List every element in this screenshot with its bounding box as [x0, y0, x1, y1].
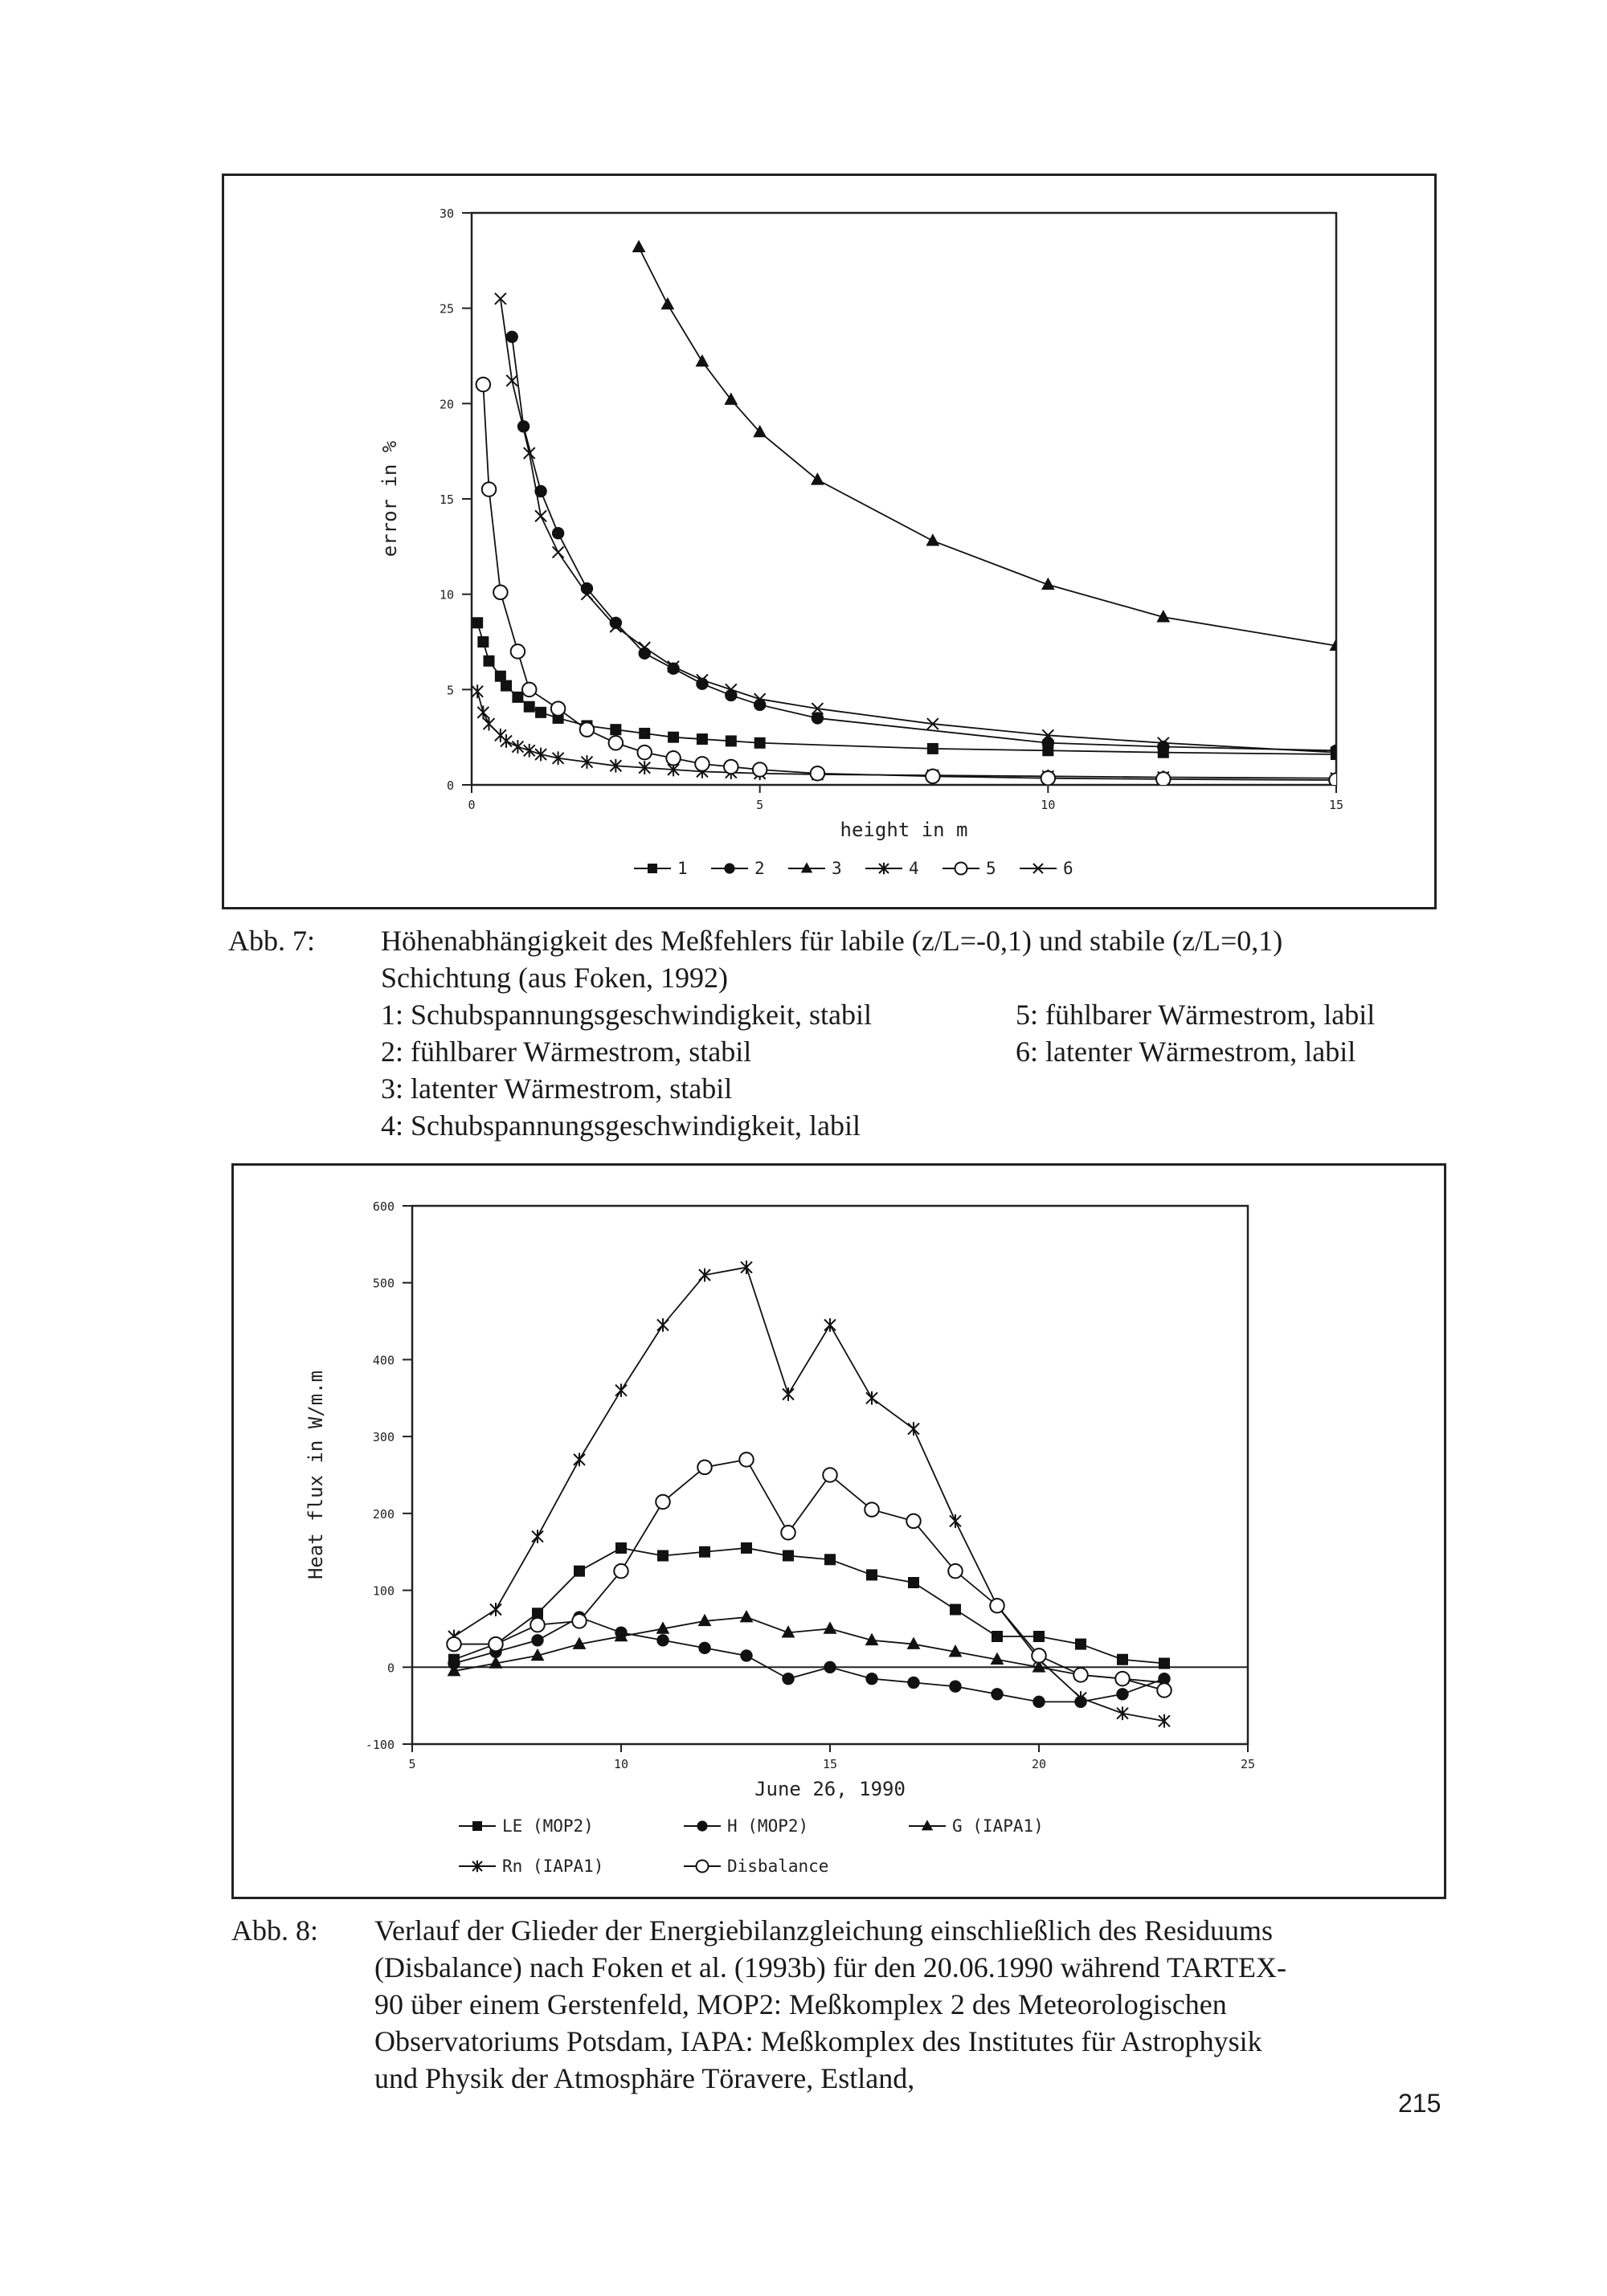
fig7-point-1 — [524, 701, 535, 713]
fig8-point-le-mop2 — [1117, 1654, 1128, 1665]
fig7-ylabel: error in % — [378, 440, 401, 558]
fig7-point-5 — [511, 644, 525, 659]
fig7-series-6 — [495, 293, 1342, 758]
figure-7-frame — [222, 174, 1437, 909]
fig8-point-h-mop2 — [740, 1649, 752, 1661]
fig7-legend-marker — [955, 863, 967, 875]
fig7-legend-marker — [648, 864, 657, 873]
fig7-point-3 — [632, 240, 646, 252]
fig7-point-5 — [695, 757, 709, 771]
fig8-legend-marker — [472, 1821, 482, 1831]
fig8-point-le-mop2 — [699, 1546, 710, 1558]
fig8-legend-marker — [697, 1820, 707, 1831]
fig7-series-1 — [472, 617, 1342, 760]
figure-7-chart — [224, 176, 1434, 907]
fig7-legend-item-1 — [634, 859, 688, 878]
fig7-point-1 — [754, 737, 766, 749]
fig8-point-disbalance — [781, 1526, 795, 1540]
fig7-point-4 — [501, 734, 512, 748]
fig7-point-5 — [811, 766, 825, 781]
fig8-ytick-label: -100 — [365, 1738, 395, 1752]
fig7-point-4 — [535, 748, 546, 762]
figure-7-caption-line2: Schichtung (aus Foken, 1992) — [381, 962, 728, 994]
fig8-point-le-mop2 — [908, 1577, 919, 1588]
fig8-ytick-label: 100 — [372, 1583, 395, 1599]
fig7-point-4 — [472, 684, 483, 698]
fig7-point-5 — [476, 378, 491, 392]
fig7-series-3 — [632, 240, 1343, 651]
fig7-point-3 — [696, 354, 709, 366]
fig8-point-h-mop2 — [1032, 1696, 1045, 1708]
fig7-point-5 — [482, 482, 497, 496]
fig8-legend-label: LE (MOP2) — [502, 1816, 594, 1836]
fig8-line-h-mop2 — [454, 1617, 1164, 1702]
fig7-point-5 — [522, 683, 537, 697]
fig7-line-4 — [477, 692, 1336, 778]
fig8-legend-item-rn-iapa1 — [459, 1857, 603, 1876]
fig8-point-h-mop2 — [656, 1634, 669, 1646]
fig7-point-1 — [726, 735, 737, 746]
fig8-series-rn-iapa1 — [448, 1260, 1170, 1728]
figure-8-label: Abb. 8: — [231, 1914, 318, 1947]
fig8-point-h-mop2 — [907, 1677, 919, 1689]
fig8-point-h-mop2 — [1116, 1688, 1128, 1700]
page-number: 215 — [1398, 2089, 1441, 2118]
fig8-point-le-mop2 — [615, 1542, 627, 1554]
fig8-legend-item-le-mop2 — [459, 1816, 594, 1836]
fig7-point-5 — [1041, 771, 1056, 786]
fig7-point-3 — [926, 533, 939, 545]
fig7-legend-item-4 — [865, 859, 919, 878]
fig8-point-rn-iapa1 — [490, 1603, 501, 1616]
fig8-legend-label: Rn (IAPA1) — [502, 1857, 604, 1876]
fig7-legend-label: 6 — [1063, 859, 1073, 878]
fig8-point-le-mop2 — [1159, 1658, 1170, 1669]
fig7-ytick-label: 5 — [446, 683, 454, 698]
fig7-point-5 — [493, 586, 508, 600]
fig8-point-rn-iapa1 — [908, 1422, 919, 1436]
fig7-point-2 — [552, 527, 564, 539]
fig8-point-disbalance — [739, 1452, 754, 1467]
fig7-point-5 — [580, 722, 595, 737]
fig7-point-1 — [501, 680, 512, 692]
fig8-xlabel: June 26, 1990 — [754, 1778, 906, 1800]
fig7-xtick-label: 0 — [468, 798, 476, 812]
fig8-point-le-mop2 — [741, 1542, 752, 1554]
fig8-point-disbalance — [530, 1618, 545, 1632]
fig8-point-disbalance — [614, 1564, 628, 1579]
fig7-legend-item-2 — [711, 859, 765, 878]
caption-item-6: 6: latenter Wärmestrom, labil — [1016, 1036, 1356, 1068]
fig7-point-1 — [697, 733, 708, 745]
fig8-legend-item-g-iapa1 — [909, 1816, 1044, 1836]
fig7-xtick-label: 5 — [756, 798, 764, 812]
fig8-point-disbalance — [489, 1637, 503, 1651]
fig8-point-rn-iapa1 — [950, 1514, 961, 1528]
fig8-point-le-mop2 — [824, 1554, 836, 1565]
figure-7-caption — [228, 922, 1450, 1163]
fig7-point-2 — [506, 331, 518, 343]
fig7-point-5 — [637, 746, 652, 760]
fig7-series-2 — [506, 331, 1343, 757]
fig8-point-le-mop2 — [657, 1550, 669, 1562]
fig8-legend-label: G (IAPA1) — [952, 1816, 1044, 1836]
caption-item-4: 4: Schubspannungsgeschwindigkeit, labil — [381, 1109, 861, 1142]
fig7-legend-item-5 — [943, 859, 996, 878]
fig8-ytick-label: 400 — [372, 1353, 395, 1368]
fig8-series-disbalance — [447, 1452, 1172, 1697]
fig8-point-h-mop2 — [949, 1681, 961, 1693]
fig7-point-1 — [512, 692, 523, 703]
fig7-line-1 — [477, 623, 1336, 754]
fig8-point-h-mop2 — [824, 1661, 836, 1673]
fig8-series-h-mop2 — [448, 1611, 1170, 1708]
fig8-point-le-mop2 — [783, 1550, 794, 1562]
fig8-point-le-mop2 — [574, 1566, 585, 1577]
fig7-point-5 — [1156, 772, 1171, 786]
fig7-point-1 — [477, 636, 489, 648]
caption-item-1: 1: Schubspannungsgeschwindigkeit, stabil — [381, 999, 872, 1031]
fig8-point-disbalance — [1115, 1672, 1130, 1686]
fig7-point-1 — [639, 728, 650, 739]
fig8-point-rn-iapa1 — [532, 1530, 543, 1543]
fig8-point-le-mop2 — [1033, 1631, 1045, 1642]
fig8-point-disbalance — [865, 1502, 879, 1517]
fig7-ytick-label: 0 — [446, 778, 454, 793]
fig7-series-5 — [476, 378, 1343, 787]
fig7-point-1 — [610, 724, 621, 735]
figure-8-chart — [234, 1166, 1444, 1897]
fig8-point-rn-iapa1 — [657, 1318, 669, 1332]
fig7-ytick-label: 30 — [439, 206, 454, 221]
fig7-point-1 — [484, 656, 495, 667]
fig7-line-3 — [639, 247, 1336, 646]
figure-8-frame — [231, 1163, 1446, 1899]
fig8-legend-item-h-mop2 — [684, 1816, 808, 1836]
fig7-point-3 — [660, 297, 674, 309]
fig8-legend-label: Disbalance — [727, 1857, 829, 1876]
figure-8-caption-line3: 90 über einem Gerstenfeld, MOP2: Meßkomplex 2 des Meteorologischen — [374, 1988, 1227, 2020]
fig7-point-5 — [666, 751, 681, 766]
fig8-point-le-mop2 — [1075, 1639, 1086, 1650]
fig7-point-2 — [1330, 745, 1342, 757]
fig8-point-disbalance — [906, 1514, 921, 1529]
fig8-point-h-mop2 — [531, 1634, 543, 1646]
caption-item-5: 5: fühlbarer Wärmestrom, labil — [1016, 999, 1376, 1031]
fig7-plot-area — [472, 213, 1336, 785]
fig8-ytick-label: 600 — [372, 1199, 395, 1214]
fig8-point-disbalance — [948, 1564, 963, 1579]
fig8-line-rn-iapa1 — [454, 1268, 1164, 1722]
fig7-point-5 — [926, 770, 940, 784]
fig8-legend-item-disbalance — [684, 1857, 828, 1876]
figure-8-caption-line5: und Physik der Atmosphäre Töravere, Estland, — [374, 2062, 915, 2094]
caption-item-3: 3: latenter Wärmestrom, stabil — [381, 1072, 733, 1105]
fig7-legend-label: 1 — [677, 859, 688, 878]
fig7-xlabel: height in m — [840, 819, 968, 841]
fig8-series-g-iapa1 — [448, 1610, 1172, 1688]
fig8-point-le-mop2 — [866, 1569, 877, 1580]
fig7-ytick-label: 20 — [439, 397, 454, 412]
fig7-legend-marker — [801, 862, 812, 872]
fig7-point-5 — [753, 762, 767, 777]
fig8-xtick-label: 25 — [1240, 1757, 1256, 1771]
fig7-ytick-label: 25 — [439, 301, 454, 317]
fig7-point-2 — [639, 648, 651, 660]
fig7-point-4 — [484, 717, 495, 731]
fig8-legend-label: H (MOP2) — [727, 1816, 809, 1836]
fig8-xtick-label: 5 — [408, 1757, 416, 1771]
fig8-point-h-mop2 — [782, 1673, 794, 1685]
fig7-legend-label: 4 — [909, 859, 919, 878]
fig8-point-disbalance — [990, 1599, 1004, 1613]
fig8-point-rn-iapa1 — [866, 1391, 877, 1405]
figure-7-caption-line1: Höhenabhängigkeit des Meßfehlers für labile (z/L=-0,1) und stabile (z/L=0,1) — [381, 925, 1283, 957]
fig8-point-disbalance — [1157, 1683, 1172, 1697]
fig8-point-h-mop2 — [865, 1673, 877, 1685]
fig8-point-g-iapa1 — [740, 1610, 754, 1622]
fig7-line-6 — [501, 299, 1336, 753]
fig8-point-g-iapa1 — [824, 1621, 837, 1633]
fig8-point-h-mop2 — [991, 1688, 1003, 1700]
fig7-point-1 — [472, 617, 483, 628]
figure-8-caption-line4: Observatoriums Potsdam, IAPA: Meßkomplex des Institutes für Astrophysik — [374, 2025, 1262, 2057]
fig8-point-h-mop2 — [698, 1642, 710, 1654]
fig8-line-le-mop2 — [454, 1548, 1164, 1664]
fig7-point-6 — [553, 546, 564, 558]
fig8-xtick-label: 15 — [822, 1757, 838, 1771]
fig7-xtick-label: 10 — [1041, 798, 1056, 812]
fig8-point-le-mop2 — [992, 1631, 1003, 1642]
fig8-point-disbalance — [823, 1468, 837, 1482]
fig7-point-5 — [551, 701, 566, 716]
fig7-point-3 — [811, 472, 824, 484]
fig7-legend-item-6 — [1020, 859, 1073, 878]
fig8-xtick-label: 20 — [1031, 1757, 1047, 1771]
fig8-point-disbalance — [572, 1614, 587, 1628]
fig7-point-1 — [668, 732, 679, 743]
fig7-ytick-label: 10 — [439, 587, 454, 603]
fig8-ytick-label: 200 — [372, 1506, 395, 1522]
fig7-point-5 — [609, 736, 624, 750]
fig7-point-5 — [724, 760, 738, 774]
fig8-point-rn-iapa1 — [574, 1452, 585, 1466]
fig7-point-1 — [927, 743, 938, 754]
fig8-xtick-label: 10 — [613, 1757, 629, 1771]
fig7-line-2 — [512, 337, 1336, 750]
fig7-legend-label: 3 — [832, 859, 842, 878]
fig7-legend-label: 2 — [754, 859, 765, 878]
figure-8-caption-line2: (Disbalance) nach Foken et al. (1993b) für den 20.06.1990 während TARTEX- — [374, 1951, 1286, 1983]
fig7-point-4 — [524, 744, 535, 758]
fig8-point-rn-iapa1 — [615, 1383, 627, 1397]
fig8-point-rn-iapa1 — [783, 1387, 794, 1401]
fig7-ytick-label: 15 — [439, 492, 454, 507]
caption-item-2: 2: fühlbarer Wärmestrom, stabil — [381, 1036, 752, 1068]
fig8-ytick-label: 500 — [372, 1276, 395, 1291]
fig7-legend-label: 5 — [986, 859, 996, 878]
fig8-point-disbalance — [1032, 1648, 1046, 1663]
fig8-point-rn-iapa1 — [824, 1318, 836, 1332]
fig7-series-4 — [472, 684, 1342, 785]
fig7-point-4 — [477, 705, 489, 719]
fig8-point-disbalance — [697, 1461, 712, 1475]
fig8-point-disbalance — [447, 1637, 461, 1651]
fig8-point-disbalance — [1073, 1668, 1088, 1682]
figure-8-caption-line1: Verlauf der Glieder der Energiebilanzgleichung einschließlich des Residuums — [374, 1914, 1273, 1947]
fig8-ytick-label: 300 — [372, 1430, 395, 1445]
fig7-point-4 — [512, 740, 523, 754]
fig8-legend-marker — [697, 1861, 709, 1873]
fig7-point-1 — [535, 707, 546, 718]
fig8-legend-marker — [922, 1820, 933, 1830]
fig7-legend-item-3 — [788, 859, 842, 878]
fig8-ytick-label: 0 — [386, 1661, 395, 1676]
figure-8-caption — [231, 1912, 1453, 2105]
fig7-legend-marker — [724, 863, 734, 873]
fig8-ylabel: Heat flux in W/m.m — [305, 1370, 327, 1580]
fig8-point-disbalance — [656, 1495, 670, 1510]
fig7-xtick-label: 15 — [1328, 798, 1344, 812]
fig8-point-le-mop2 — [950, 1604, 961, 1616]
figure-7-label: Abb. 7: — [228, 925, 315, 957]
